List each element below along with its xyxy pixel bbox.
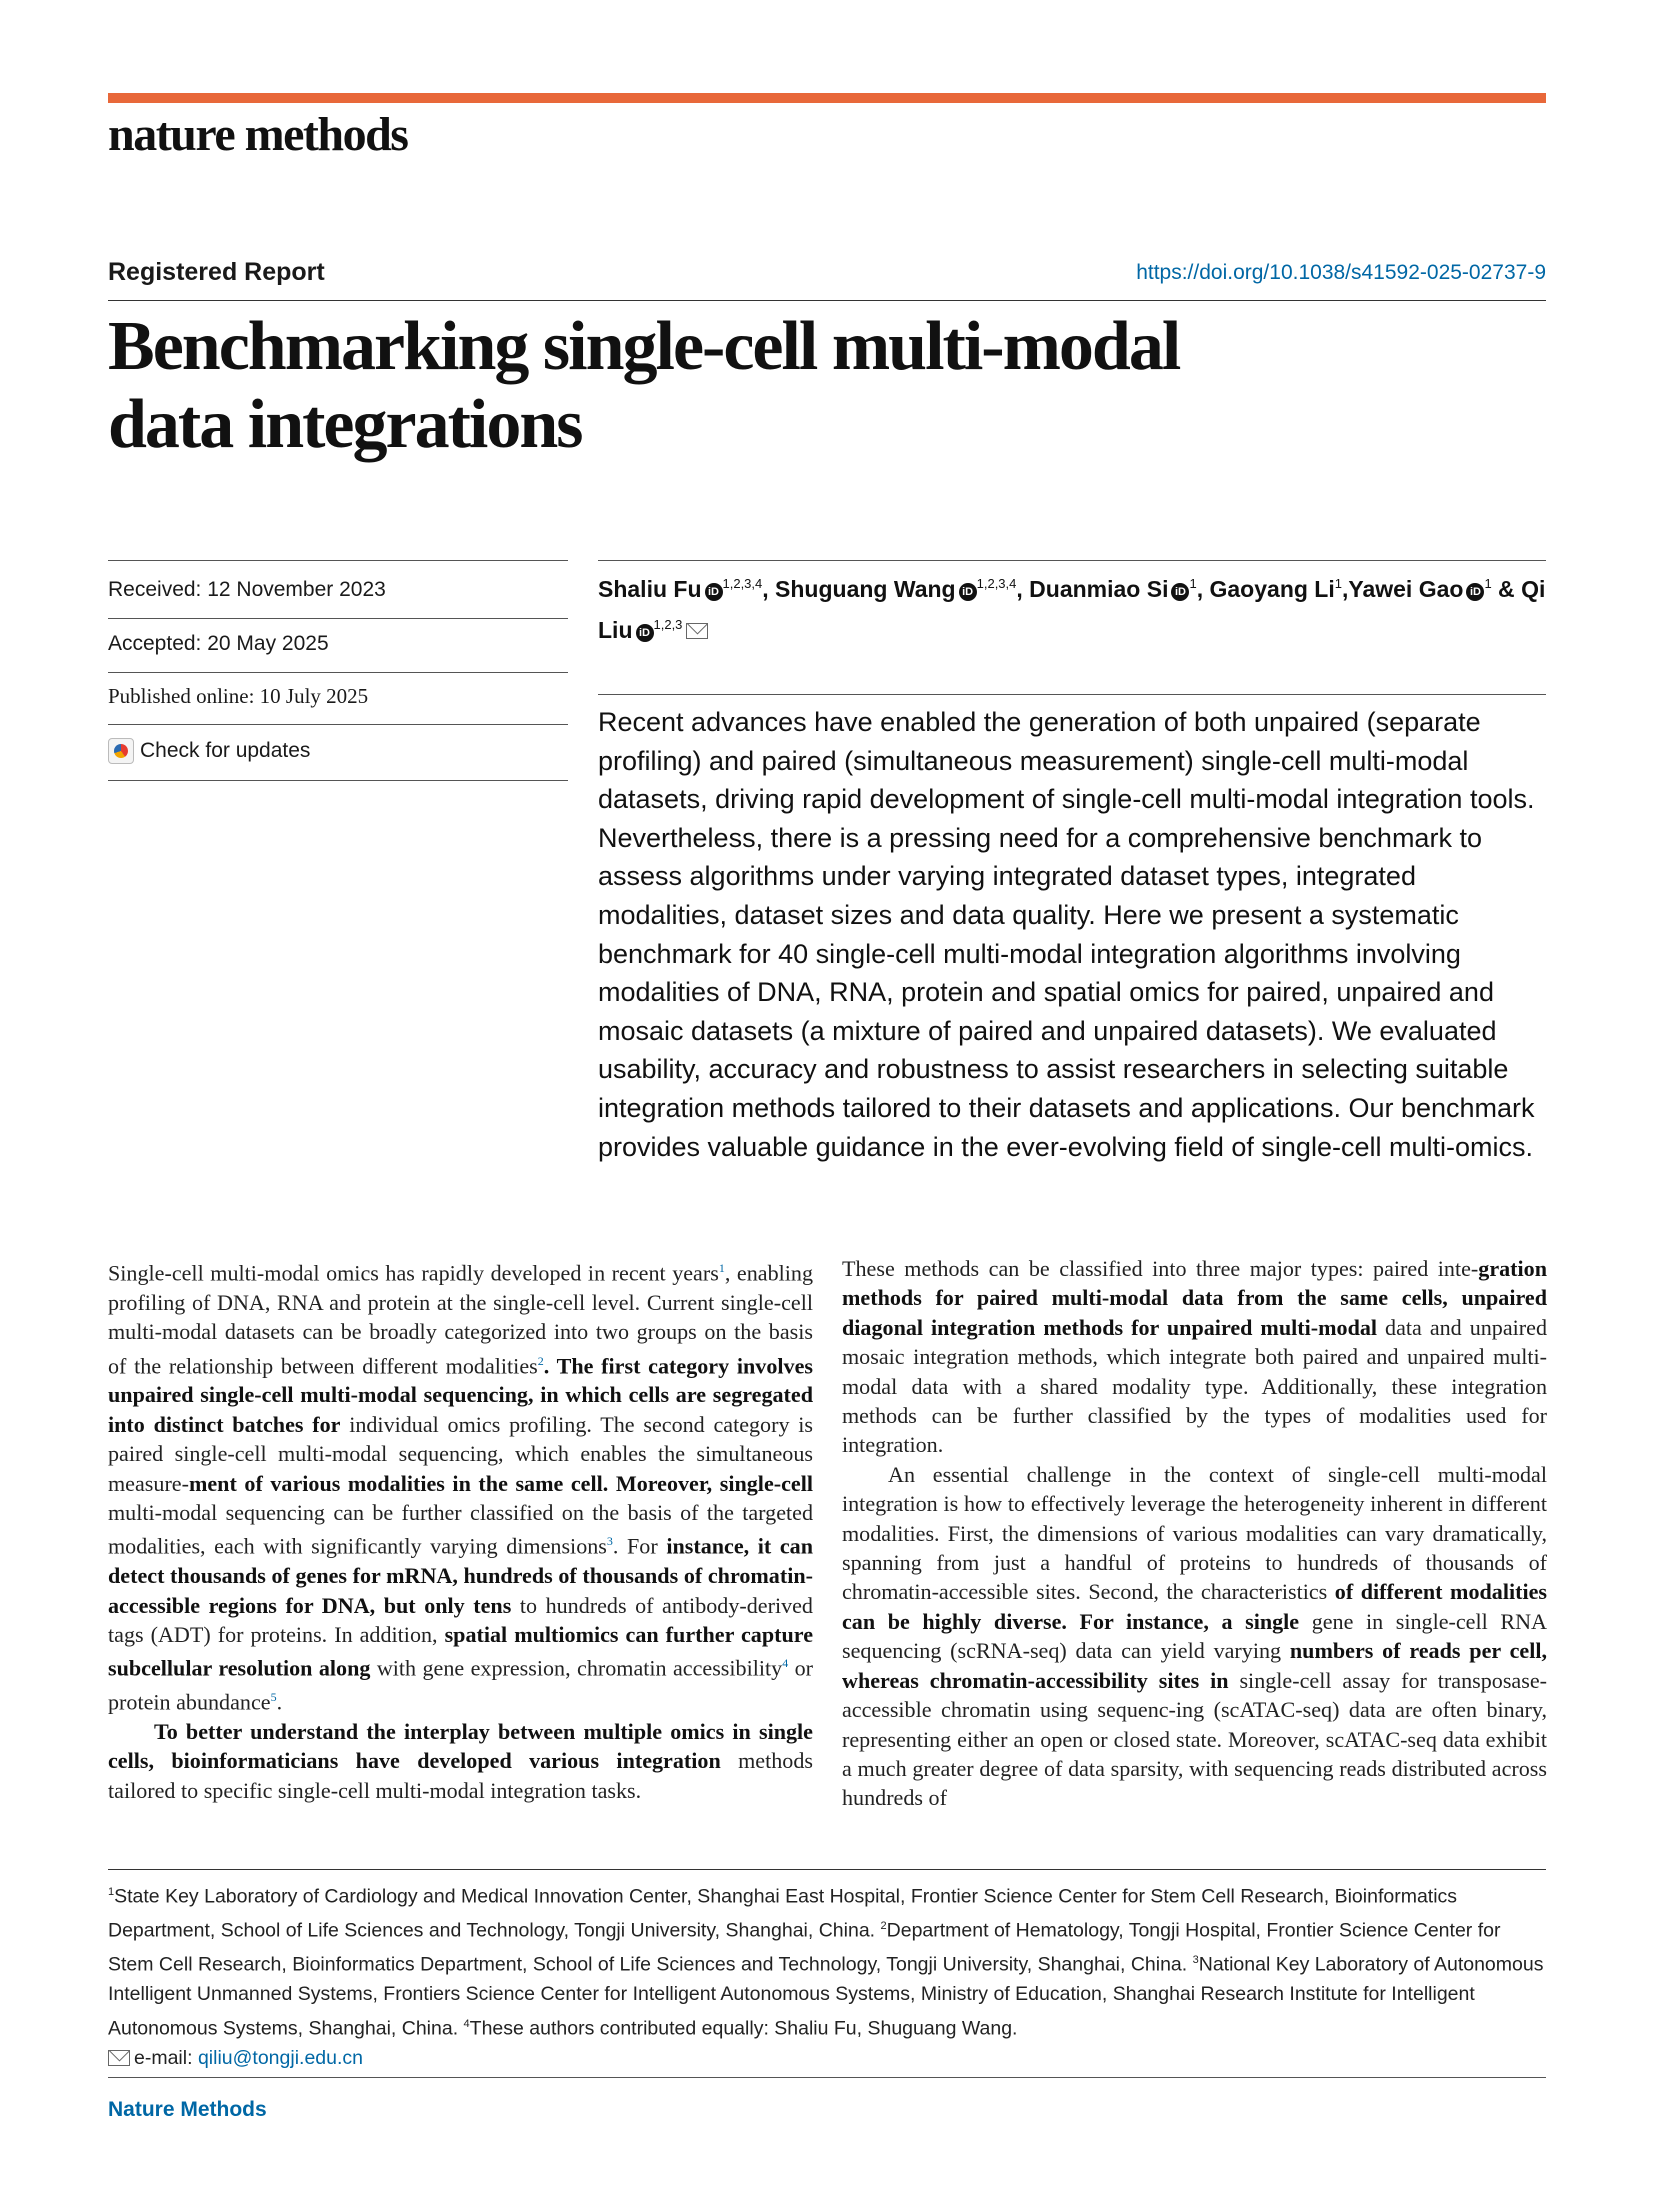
meta-divider bbox=[108, 618, 568, 619]
affiliation-text bbox=[108, 1878, 1546, 2044]
author-name[interactable]: Shaliu Fu bbox=[598, 576, 702, 602]
affiliation-entry: National Key Laboratory of Autonomous Intelligent Unmanned Systems, Frontiers Science Center for Intelligent Autonomous Systems, Ministry of Education, Shanghai Research Institute for Intelligent Autonomous Systems, Shanghai, China. bbox=[108, 1953, 1544, 2039]
affiliation-number: 3 bbox=[1192, 1954, 1199, 1966]
body-text: individual omics profiling. The second category is paired single-cell multi-modal sequencing, which enables the simultaneous measure- bbox=[108, 1411, 813, 1496]
body-text: data and unpaired mosaic integration methods, which integrate both paired and unpaired multi-modal data with a shared modality type. Additionally, these integration methods can be further classified by the types of modalities used for integration. bbox=[842, 1314, 1547, 1458]
body-paragraph bbox=[108, 1254, 813, 1717]
orcid-icon[interactable]: iD bbox=[1171, 583, 1189, 601]
body-text: An essential challenge in the context of single-cell multi-modal integration is how to effectively leverage the heterogeneity inherent in different modalities. First, the dimensions of various modalities can vary dramatically, spanning from just a handful of proteins to hundreds of thousands of chromatin-accessible sites. Second, the characteristics bbox=[842, 1461, 1547, 1605]
citation-ref[interactable]: 2 bbox=[537, 1353, 544, 1368]
affiliation-entry: Department of Hematology, Tongji Hospital, Frontier Science Center for Stem Cell Research, Bioinformatics Department, School of Life Sciences and Technology, Tongji University, Shanghai, China. bbox=[108, 1919, 1501, 1976]
body-text: to hundreds of antibody-derived tags (ADT) for proteins. In addition, bbox=[108, 1592, 813, 1647]
affiliation-number: 1 bbox=[108, 1886, 115, 1898]
author-separator: , bbox=[1196, 576, 1210, 602]
body-text: ment of various modalities in the same cell. Moreover, single-cell bbox=[188, 1470, 813, 1496]
body-text: methods tailored to specific single-cell multi-modal integration tasks. bbox=[108, 1748, 813, 1803]
page-title bbox=[108, 308, 1488, 464]
citation-ref[interactable]: 5 bbox=[270, 1690, 277, 1705]
received-date: Received: 12 November 2023 bbox=[108, 578, 386, 601]
body-text: spatial multiomics can further capture subcellular resolution along bbox=[108, 1621, 813, 1681]
body-column-right bbox=[842, 1254, 1547, 1813]
header-divider bbox=[108, 300, 1546, 301]
orcid-icon[interactable]: iD bbox=[1466, 583, 1484, 601]
affiliation-entry: State Key Laboratory of Cardiology and Medical Innovation Center, Shanghai East Hospital, Frontier Science Center for Stem Cell Research, Bioinformatics Department, School of Life Sciences and Technology, Tongji University, Shanghai, China. bbox=[108, 1885, 1458, 1942]
body-text: instance, it can detect thousands of genes for mRNA, hundreds of thousands of chromatin-accessible regions for DNA, but only tens bbox=[108, 1533, 813, 1618]
author-name[interactable]: Gaoyang Li bbox=[1209, 576, 1335, 602]
affiliations bbox=[108, 1878, 1546, 2073]
author-affiliation-sup: 1,2,3,4 bbox=[722, 576, 763, 591]
article-type: Registered Report bbox=[108, 258, 325, 286]
mail-icon[interactable] bbox=[686, 623, 708, 639]
mail-icon bbox=[108, 2050, 130, 2066]
email-label: e-mail: bbox=[134, 2046, 193, 2069]
affiliation-entry: These authors contributed equally: Shaliu Fu, Shuguang Wang. bbox=[469, 2017, 1018, 2039]
affiliation-number: 2 bbox=[880, 1920, 887, 1932]
meta-divider bbox=[108, 724, 568, 725]
citation-ref[interactable]: 3 bbox=[606, 1534, 613, 1549]
body-text: . bbox=[276, 1689, 283, 1715]
title-line-1: Benchmarking single-cell multi-modal bbox=[108, 308, 1180, 385]
body-paragraph bbox=[842, 1254, 1547, 1460]
body-text: . The first category involves unpaired single-cell multi-modal sequencing, in which cells are segregated into distinct batches for bbox=[108, 1352, 813, 1437]
meta-divider bbox=[108, 560, 568, 561]
body-text: numbers of reads per cell, whereas chromatin-accessibility sites in bbox=[842, 1638, 1547, 1693]
author-name[interactable]: Qi Liu bbox=[598, 576, 1546, 643]
journal-logo: nature methods bbox=[108, 108, 408, 161]
orcid-icon[interactable]: iD bbox=[636, 624, 654, 642]
body-text: To better understand the interplay between multiple omics in single cells, bioinformaticians have developed various integration bbox=[108, 1718, 813, 1774]
corresponding-email bbox=[108, 2044, 1546, 2074]
check-updates-label: Check for updates bbox=[140, 739, 311, 762]
affiliation-number: 4 bbox=[463, 2017, 470, 2030]
body-text: . For bbox=[612, 1533, 667, 1559]
email-link[interactable]: qiliu@tongji.edu.cn bbox=[197, 2046, 364, 2069]
body-text: , enabling profiling of DNA, RNA and protein at the single-cell level. Current single-cell multi-modal datasets can be broadly categorized into two groups on the basis of the relationship between different modalities bbox=[108, 1260, 813, 1378]
body-paragraph bbox=[842, 1460, 1547, 1813]
author-affiliation-sup: 1,2,3,4 bbox=[976, 576, 1017, 591]
accepted-date: Accepted: 20 May 2025 bbox=[108, 632, 329, 655]
doi-link[interactable]: https://doi.org/10.1038/s41592-025-02737-9 bbox=[1136, 261, 1546, 284]
author-affiliation-sup: 1,2,3 bbox=[653, 617, 683, 632]
body-text: or protein abundance bbox=[108, 1655, 813, 1715]
authors-divider bbox=[598, 560, 1546, 561]
body-text: These methods can be classified into three major types: paired inte- bbox=[842, 1256, 1479, 1281]
author-affiliation-sup: 1 bbox=[1334, 576, 1342, 591]
orcid-icon[interactable]: iD bbox=[959, 583, 977, 601]
check-for-updates-button[interactable] bbox=[108, 738, 310, 764]
body-text: gene in single-cell RNA sequencing (scRNA-seq) data can yield varying bbox=[842, 1608, 1547, 1664]
footer-divider bbox=[108, 2077, 1546, 2078]
published-date: Published online: 10 July 2025 bbox=[108, 684, 369, 708]
footnote-divider bbox=[108, 1869, 1546, 1870]
body-text: multi-modal sequencing can be further classified on the basis of the targeted modalities, each with significantly varying dimensions bbox=[108, 1499, 813, 1559]
abstract-divider bbox=[598, 694, 1546, 695]
author-name[interactable]: Duanmiao Si bbox=[1029, 576, 1169, 602]
body-text: of different modalities can be highly diverse. For instance, a single bbox=[842, 1579, 1548, 1634]
author-separator: & bbox=[1491, 576, 1522, 602]
check-updates-icon bbox=[108, 738, 134, 764]
citation-ref[interactable]: 4 bbox=[782, 1656, 789, 1671]
meta-divider bbox=[108, 780, 568, 781]
author-separator: , bbox=[1341, 576, 1349, 602]
header-accent-bar bbox=[108, 93, 1546, 103]
citation-ref[interactable]: 1 bbox=[718, 1261, 725, 1275]
body-text: Single-cell multi-modal omics has rapidly developed in recent years bbox=[108, 1260, 719, 1286]
orcid-icon[interactable]: iD bbox=[705, 583, 723, 601]
abstract: Recent advances have enabled the generation of both unpaired (separate profiling) and paired (simultaneous measurement) single-cell multi-modal datasets, driving rapid development of single-cell multi-modal integration tools. Nevertheless, there is a pressing need for a comprehensive benchmark to assess algorithms under varying integrated dataset types, integrated modalities, dataset sizes and data quality. Here we present a systematic benchmark for 40 single-cell multi-modal integration algorithms involving modalities of DNA, RNA, protein and spatial omics for paired, unpaired and mosaic datasets (a mixture of paired and unpaired datasets). We evaluated usability, accuracy and robustness to assist researchers in selecting suitable integration methods tailored to their datasets and applications. Our benchmark provides valuable guidance in the ever-evolving field of single-cell multi-omics. bbox=[598, 707, 1535, 1162]
author-separator: , bbox=[1016, 576, 1030, 602]
footer-journal-name: Nature Methods bbox=[108, 2098, 267, 2121]
title-line-2: data integrations bbox=[108, 386, 582, 463]
author-affiliation-sup: 1 bbox=[1484, 576, 1492, 591]
meta-divider bbox=[108, 672, 568, 673]
body-column-left bbox=[108, 1254, 813, 1805]
body-text: with gene expression, chromatin accessibility bbox=[370, 1655, 783, 1681]
author-list bbox=[598, 566, 1546, 648]
body-paragraph bbox=[108, 1717, 813, 1805]
author-separator: , bbox=[762, 576, 776, 602]
author-name[interactable]: Shuguang Wang bbox=[775, 576, 956, 602]
author-affiliation-sup: 1 bbox=[1189, 576, 1197, 591]
body-text: single-cell assay for transposase-accessible chromatin using sequenc-ing (scATAC-seq) data are often binary, representing either an open or closed state. Moreover, scATAC-seq data exhibit a much greater degree of data sparsity, with sequencing reads distributed across hundreds of bbox=[842, 1667, 1547, 1811]
author-name[interactable]: Yawei Gao bbox=[1348, 576, 1464, 602]
body-text: gration methods for paired multi-modal data from the same cells, unpaired diagonal integration methods for unpaired multi-modal bbox=[842, 1256, 1547, 1340]
